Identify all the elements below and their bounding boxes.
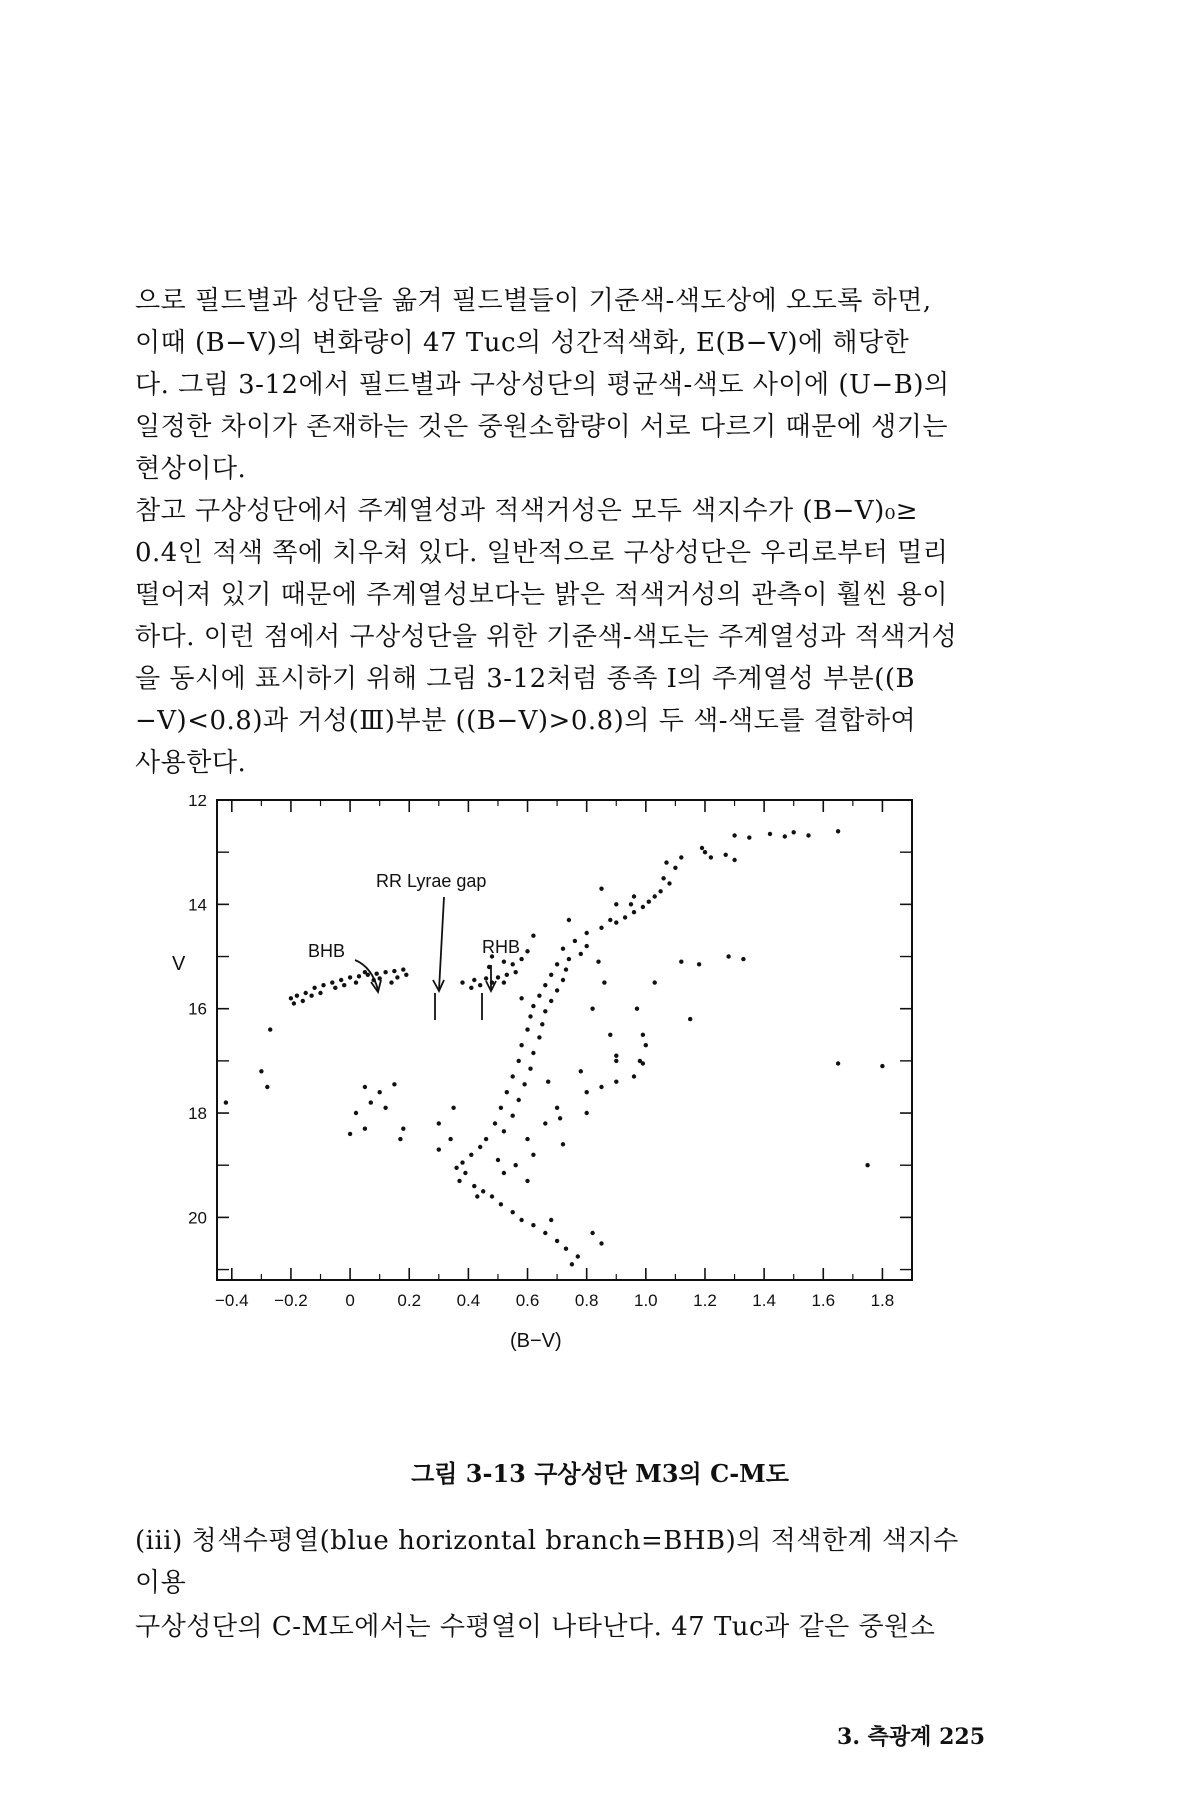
data-point: [585, 1090, 589, 1094]
annotation-rr-lyrae-gap: RR Lyrae gap: [376, 871, 487, 891]
data-point: [511, 1074, 515, 1078]
data-point: [865, 1163, 869, 1167]
data-point: [511, 962, 515, 966]
data-point: [579, 1069, 583, 1073]
data-point: [724, 853, 728, 857]
y-tick-label: 16: [188, 999, 207, 1019]
data-point: [561, 978, 565, 982]
x-tick-label: −0.2: [274, 1291, 308, 1310]
x-tick-label: 1.8: [870, 1291, 895, 1310]
data-point: [378, 976, 382, 980]
data-point: [478, 1145, 482, 1149]
data-point: [499, 1202, 503, 1206]
data-point: [599, 926, 603, 930]
data-point: [537, 994, 541, 998]
figure-caption: 그림 3-13 구상성단 M3의 C-M도: [411, 1459, 789, 1488]
data-point: [519, 1218, 523, 1222]
paragraph-horizontal-branch: [135, 1606, 995, 1648]
data-point: [469, 986, 473, 990]
text-line: 참고 구상성단에서 주계열성과 적색거성은 모두 색지수가 (B−V)₀≥: [135, 496, 919, 526]
data-point: [561, 947, 565, 951]
x-tick-label: 1.6: [811, 1291, 836, 1310]
data-point: [543, 1121, 547, 1125]
data-point: [531, 934, 535, 938]
text-line: 일정한 차이가 존재하는 것은 중원소함량이 서로 다르기 때문에 생기는: [135, 412, 948, 442]
plot-frame: [217, 800, 912, 1280]
annotation-rhb: RHB: [482, 937, 521, 957]
data-point: [673, 866, 677, 870]
data-point: [519, 996, 523, 1000]
data-point: [383, 970, 387, 974]
data-point: [404, 973, 408, 977]
data-point: [519, 1043, 523, 1047]
data-point: [457, 1179, 461, 1183]
text-line: 구상성단의 C-M도에서는 수평열이 나타난다. 47 Tuc과 같은 중원소: [135, 1612, 936, 1642]
data-point: [531, 1051, 535, 1055]
data-point: [460, 980, 464, 984]
data-point: [389, 980, 393, 984]
data-point: [836, 1061, 840, 1065]
data-point: [463, 1171, 467, 1175]
x-tick-label: 0: [345, 1291, 355, 1310]
data-point: [383, 1106, 387, 1110]
data-point: [783, 834, 787, 838]
data-point: [348, 975, 352, 979]
data-point: [531, 1223, 535, 1227]
axis-tick-labels: [188, 795, 894, 1310]
data-point: [632, 894, 636, 898]
data-point: [614, 920, 618, 924]
data-point: [555, 988, 559, 992]
text-line: 이용: [135, 1568, 187, 1598]
data-point: [511, 1114, 515, 1118]
data-point: [555, 962, 559, 966]
data-point: [448, 1137, 452, 1141]
data-point: [363, 1127, 367, 1131]
data-point: [451, 1106, 455, 1110]
data-point: [525, 949, 529, 953]
data-point: [540, 1022, 544, 1026]
data-point: [614, 902, 618, 906]
data-point: [549, 999, 553, 1003]
data-point: [259, 1069, 263, 1073]
data-point: [561, 1142, 565, 1146]
data-point: [378, 1090, 382, 1094]
data-point: [585, 944, 589, 948]
data-point: [747, 835, 751, 839]
data-point: [647, 900, 651, 904]
text-line: 0.4인 적색 쪽에 치우쳐 있다. 일반적으로 구상성단은 우리로부터 멀리: [135, 538, 949, 568]
data-point: [484, 976, 488, 980]
data-point: [519, 957, 523, 961]
data-point: [493, 1121, 497, 1125]
data-point: [522, 1082, 526, 1086]
data-point: [375, 972, 379, 976]
data-point: [567, 957, 571, 961]
data-point: [321, 983, 325, 987]
x-tick-label: −0.4: [215, 1291, 249, 1310]
data-point: [641, 1061, 645, 1065]
data-point: [546, 1080, 550, 1084]
data-point: [641, 1033, 645, 1037]
data-point: [614, 1059, 618, 1063]
data-point: [567, 918, 571, 922]
data-point: [614, 1054, 618, 1058]
data-point: [644, 1043, 648, 1047]
data-point: [599, 1085, 603, 1089]
data-point: [499, 1106, 503, 1110]
data-point: [596, 960, 600, 964]
y-tick-label: 14: [188, 895, 207, 915]
data-point: [357, 974, 361, 978]
data-point: [502, 1171, 506, 1175]
data-point: [502, 960, 506, 964]
data-point: [398, 1137, 402, 1141]
data-point: [339, 978, 343, 982]
data-point: [585, 931, 589, 935]
data-point: [318, 991, 322, 995]
data-point: [543, 1231, 547, 1235]
text-line: 현상이다.: [135, 454, 247, 484]
data-point: [608, 1033, 612, 1037]
data-point: [525, 1137, 529, 1141]
data-point: [635, 1007, 639, 1011]
text-line: (iii) 청색수평열(blue horizontal branch=BHB)의 적색한계 색지수: [135, 1526, 959, 1556]
data-point: [392, 1082, 396, 1086]
data-point: [484, 1137, 488, 1141]
data-point: [623, 915, 627, 919]
data-point: [570, 1262, 574, 1266]
data-point: [549, 1218, 553, 1222]
data-point: [653, 894, 657, 898]
data-point: [517, 1098, 521, 1102]
data-point: [514, 970, 518, 974]
data-point: [502, 980, 506, 984]
axis-ticks: [217, 800, 912, 1280]
cm-diagram-chart: [160, 795, 960, 1355]
data-point: [590, 1007, 594, 1011]
annotation-bhb: BHB: [308, 941, 346, 961]
data-point: [481, 1189, 485, 1193]
data-point: [564, 1247, 568, 1251]
data-point: [629, 902, 633, 906]
data-point: [806, 833, 810, 837]
x-tick-label: 1.2: [693, 1291, 717, 1310]
data-point: [363, 1085, 367, 1089]
text-line: 다. 그림 3-12에서 필드별과 구상성단의 평균색-색도 사이에 (U−B)의: [135, 370, 950, 400]
data-point: [688, 1017, 692, 1021]
data-point: [295, 994, 299, 998]
data-point: [224, 1100, 228, 1104]
data-point: [549, 973, 553, 977]
data-point: [732, 858, 736, 862]
data-point: [268, 1027, 272, 1031]
data-point: [653, 980, 657, 984]
data-point: [496, 975, 500, 979]
data-point: [703, 850, 707, 854]
text-line: −V)<0.8)과 거성(Ⅲ)부분 ((B−V)>0.8)의 두 색-색도를 결합하여: [135, 706, 917, 736]
data-point: [505, 973, 509, 977]
data-point: [608, 918, 612, 922]
data-point: [664, 860, 668, 864]
data-point: [537, 1035, 541, 1039]
data-point: [304, 991, 308, 995]
data-point: [490, 1194, 494, 1198]
data-point: [505, 1090, 509, 1094]
rr-lyrae-arrow: [439, 897, 444, 990]
data-point: [528, 1014, 532, 1018]
data-point: [395, 975, 399, 979]
data-point: [354, 1111, 358, 1115]
data-point: [478, 983, 482, 987]
data-point: [632, 910, 636, 914]
data-point: [732, 833, 736, 837]
data-point: [437, 1121, 441, 1125]
data-point: [354, 980, 358, 984]
data-point: [661, 876, 665, 880]
x-axis-label: (B−V): [510, 1330, 562, 1352]
data-point: [726, 954, 730, 958]
x-tick-label: 0.2: [397, 1291, 422, 1310]
text-line: 이때 (B−V)의 변화량이 47 Tuc의 성간적색화, E(B−V)에 해당한: [135, 328, 910, 358]
x-tick-label: 0.6: [515, 1291, 540, 1310]
text-line: 하다. 이런 점에서 구상성단을 위한 기준색-색도는 주계열성과 적색거성: [135, 622, 958, 652]
x-tick-label: 0.4: [456, 1291, 481, 1310]
data-point: [585, 1111, 589, 1115]
text-line: 떨어져 있기 때문에 주계열성보다는 밝은 적색거성의 관측이 훨씬 용이: [135, 580, 948, 610]
y-tick-label: 12: [188, 795, 207, 810]
data-point: [528, 1067, 532, 1071]
data-point: [401, 967, 405, 971]
data-point: [573, 939, 577, 943]
paragraph-bhb-heading: [135, 1520, 995, 1604]
data-point: [792, 830, 796, 834]
data-point: [392, 969, 396, 973]
data-point: [602, 980, 606, 984]
y-tick-label: 20: [188, 1208, 207, 1228]
paragraph-fieldstar-shift: [135, 280, 995, 490]
data-point: [460, 1160, 464, 1164]
data-point: [880, 1064, 884, 1068]
data-point: [502, 1129, 506, 1133]
data-point: [667, 881, 671, 885]
data-point: [342, 983, 346, 987]
data-point: [330, 980, 334, 984]
x-tick-label: 1.0: [634, 1291, 658, 1310]
data-point: [543, 1009, 547, 1013]
text-line: 으로 필드별과 성단을 옮겨 필드별들이 기준색-색도상에 오도록 하면,: [135, 286, 932, 316]
data-point: [599, 887, 603, 891]
data-point: [472, 1184, 476, 1188]
data-point: [363, 970, 367, 974]
data-point: [641, 905, 645, 909]
text-line: 사용한다.: [135, 748, 247, 778]
data-point: [525, 1027, 529, 1031]
data-point: [768, 832, 772, 836]
data-point: [312, 986, 316, 990]
data-point: [525, 1179, 529, 1183]
data-point: [531, 1004, 535, 1008]
data-point: [531, 1153, 535, 1157]
data-point: [697, 962, 701, 966]
page-footer: 3. 측광계 225: [837, 1724, 985, 1750]
data-point: [679, 855, 683, 859]
data-point: [700, 846, 704, 850]
data-point: [555, 1239, 559, 1243]
data-point: [590, 1231, 594, 1235]
data-point: [292, 1001, 296, 1005]
data-point: [437, 1147, 441, 1151]
data-point: [472, 978, 476, 982]
data-point: [348, 1132, 352, 1136]
data-point: [658, 889, 662, 893]
data-point: [289, 996, 293, 1000]
x-tick-label: 1.4: [752, 1291, 776, 1310]
data-point: [564, 967, 568, 971]
data-point: [579, 952, 583, 956]
data-point: [614, 1080, 618, 1084]
x-tick-label: 0.8: [574, 1291, 599, 1310]
y-tick-label: 18: [188, 1104, 207, 1124]
data-point: [309, 994, 313, 998]
data-point: [514, 1163, 518, 1167]
data-point: [469, 1153, 473, 1157]
data-point: [543, 983, 547, 987]
data-point: [454, 1166, 458, 1170]
data-point: [709, 855, 713, 859]
data-point: [301, 999, 305, 1003]
data-points: [224, 829, 885, 1266]
data-point: [475, 1194, 479, 1198]
y-axis-label: V: [172, 953, 186, 975]
data-point: [265, 1085, 269, 1089]
data-point: [679, 960, 683, 964]
data-point: [558, 1116, 562, 1120]
data-point: [836, 829, 840, 833]
paragraph-reference-note: [135, 490, 995, 784]
data-point: [576, 1254, 580, 1258]
data-point: [496, 1158, 500, 1162]
data-point: [511, 1210, 515, 1214]
data-point: [555, 1106, 559, 1110]
data-point: [369, 1100, 373, 1104]
text-line: 을 동시에 표시하기 위해 그림 3-12처럼 종족 I의 주계열성 부분((B: [135, 664, 916, 694]
data-point: [599, 1241, 603, 1245]
data-point: [517, 1059, 521, 1063]
data-point: [632, 1074, 636, 1078]
data-point: [741, 957, 745, 961]
data-point: [401, 1127, 405, 1131]
data-point: [333, 986, 337, 990]
